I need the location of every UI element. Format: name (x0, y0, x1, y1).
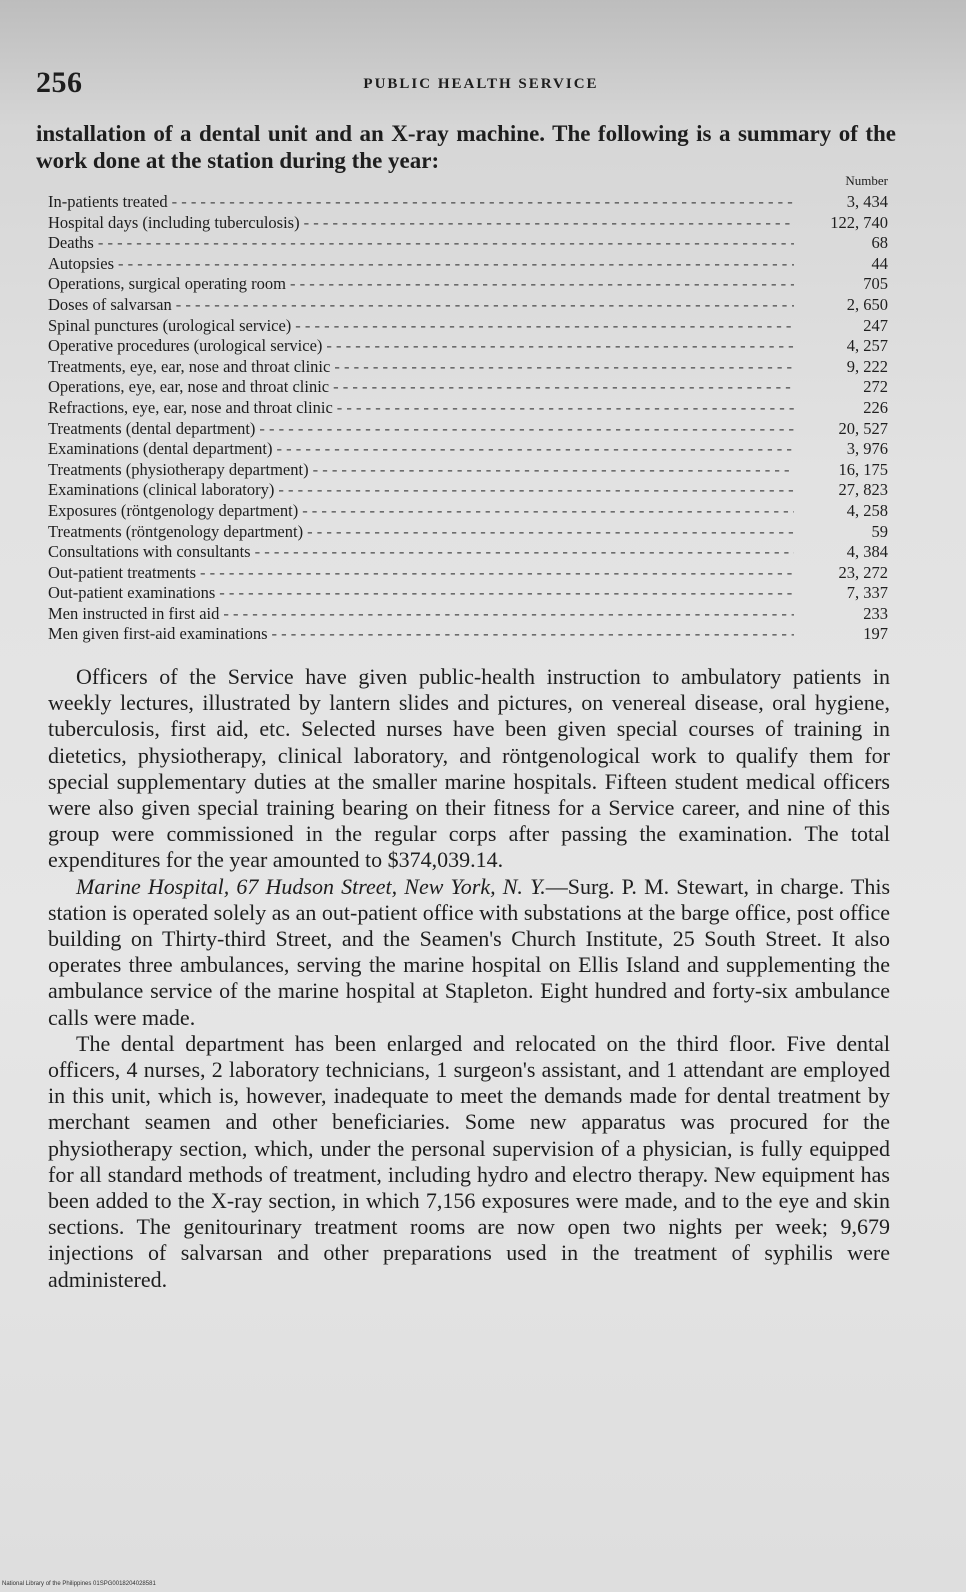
dot-leader (333, 377, 794, 398)
row-label: Deaths (48, 233, 94, 253)
table-row (48, 316, 894, 337)
dot-leader (277, 439, 794, 460)
dot-leader (313, 460, 794, 481)
row-label: Treatments (röntgenology department) (48, 521, 304, 541)
row-value: 226 (863, 397, 888, 417)
row-value: 2, 650 (846, 294, 888, 314)
dot-leader (290, 274, 794, 295)
dot-leader (255, 542, 794, 563)
row-value: 3, 976 (846, 439, 888, 459)
row-label: Out-patient treatments (48, 562, 196, 582)
table-row (48, 213, 894, 234)
dot-leader (334, 357, 794, 378)
table-row (48, 439, 894, 460)
table-row (48, 295, 894, 316)
row-label: Examinations (dental department) (48, 439, 273, 459)
page-header (36, 66, 926, 106)
row-label: Refractions, eye, ear, nose and throat clinic (48, 397, 333, 417)
table-row (48, 460, 894, 481)
work-summary-table (48, 170, 894, 645)
station-title: Marine Hospital, 67 Hudson Street, New York, N. Y. (76, 873, 546, 899)
dot-leader (259, 419, 794, 440)
table-row (48, 336, 894, 357)
row-value: 122, 740 (830, 212, 888, 232)
dot-leader (98, 233, 794, 254)
row-label: Men given first-aid examinations (48, 624, 268, 644)
table-row (48, 233, 894, 254)
row-label: Treatments (physiotherapy department) (48, 459, 309, 479)
table-row (48, 624, 894, 645)
table-row (48, 192, 894, 213)
table-row (48, 274, 894, 295)
library-footer: National Library of the Philippines 01SPG0018204028581 (2, 1581, 156, 1587)
table-row (48, 357, 894, 378)
row-value: 233 (863, 603, 888, 623)
row-label: Autopsies (48, 253, 114, 273)
row-value: 59 (871, 521, 888, 541)
dot-leader (219, 583, 794, 604)
row-value: 7, 337 (846, 583, 888, 603)
dot-leader (118, 254, 794, 275)
row-value: 44 (871, 253, 888, 273)
body-text (48, 664, 890, 1293)
row-value: 4, 257 (846, 336, 888, 356)
row-value: 23, 272 (838, 562, 888, 582)
row-label: Consultations with consultants (48, 542, 251, 562)
row-value: 272 (863, 377, 888, 397)
running-head: PUBLIC HEALTH SERVICE (363, 76, 599, 92)
table-row (48, 398, 894, 419)
row-label: Doses of salvarsan (48, 294, 172, 314)
dot-leader (176, 295, 794, 316)
row-label: Operations, surgical operating room (48, 274, 286, 294)
row-value: 3, 434 (846, 192, 888, 211)
row-label: Hospital days (including tuberculosis) (48, 212, 300, 232)
row-label: Spinal punctures (urological service) (48, 315, 292, 335)
dot-leader (272, 624, 795, 645)
row-label: Treatments, eye, ear, nose and throat clinic (48, 356, 331, 376)
table-row (48, 480, 894, 501)
row-value: 20, 527 (838, 418, 888, 438)
row-label: Men instructed in first aid (48, 603, 220, 623)
paragraph-instruction: Officers of the Service have given public-health instruction to ambulatory patients in weekly lectures, illustrated by lantern slides and pictures, on venereal disease, oral hygiene, tuberculosis, first aid, etc. Selected nurses have been given special courses of training in dietetics, physiotherapy, clinical laboratory, and röntgenological work to qualify them for special supplementary duties at the smaller marine hospitals. Fifteen student medical officers were also given special training bearing on their fitness for a Service career, and nine of this group were commissioned in the regular corps after passing the examination. The total expenditures for the year amounted to $374,039.14. (48, 664, 890, 873)
row-value: 68 (871, 233, 888, 253)
table-row (48, 542, 894, 563)
table-row (48, 563, 894, 584)
column-header-number: Number (845, 173, 888, 188)
page-number: 256 (36, 66, 83, 99)
dot-leader (302, 501, 794, 522)
row-value: 16, 175 (838, 459, 888, 479)
row-value: 27, 823 (838, 480, 888, 500)
paragraph-new-york-hospital (48, 874, 890, 1031)
row-value: 9, 222 (846, 356, 888, 376)
row-value: 247 (863, 315, 888, 335)
row-value: 705 (863, 274, 888, 294)
table-row (48, 377, 894, 398)
dot-leader (172, 192, 794, 213)
station-description: —Surg. P. M. Stewart, in charge. This station is operated solely as an out-patient office with substations at the barge office, post office building on Thirty-third Street, and the Seamen's Church Institute, 25 South Street. It also operates three ambulances, serving the marine hospital on Ellis Island and supplementing the ambulance service of the marine hospital at Stapleton. Eight hundred and forty-six ambulance calls were made. (48, 873, 891, 1030)
dot-leader (200, 563, 794, 584)
row-label: Out-patient examinations (48, 583, 216, 603)
dot-leader (337, 398, 794, 419)
row-value: 4, 384 (846, 542, 888, 562)
table-row (48, 604, 894, 625)
table-rows (48, 192, 894, 645)
table-row (48, 419, 894, 440)
row-label: Treatments (dental department) (48, 418, 256, 438)
paragraph-dental-department: The dental department has been enlarged and relocated on the third floor. Five dental officers, 4 nurses, 2 laboratory technicians, 1 surgeon's assistant, and 1 attendant are employed in this unit, which is, however, inadequate to meet the demands made for dental treatment by merchant seamen and other beneficiaries. Some new apparatus was procured for the physiotherapy section, which, under the personal supervision of a physician, is fully equipped for all standard methods of treatment, including hydro and electro therapy. New equipment has been added to the X-ray section, in which 7,156 exposures were made, and to the eye and skin sections. The genitourinary treatment rooms are now open two nights per week; 9,679 injections of salvarsan and other preparations used in the treatment of syphilis were administered. (48, 1030, 890, 1292)
dot-leader (223, 604, 794, 625)
row-label: Operative procedures (urological service) (48, 336, 323, 356)
table-row (48, 583, 894, 604)
table-row (48, 522, 894, 543)
table-row (48, 254, 894, 275)
dot-leader (326, 336, 794, 357)
row-value: 4, 258 (846, 500, 888, 520)
dot-leader (295, 316, 794, 337)
dot-leader (304, 213, 794, 234)
row-label: Exposures (röntgenology department) (48, 500, 299, 520)
row-label: Operations, eye, ear, nose and throat clinic (48, 377, 330, 397)
row-label: Examinations (clinical laboratory) (48, 480, 275, 500)
table-row (48, 501, 894, 522)
row-value: 197 (863, 624, 888, 644)
dot-leader (307, 522, 794, 543)
dot-leader (278, 480, 794, 501)
intro-paragraph: installation of a dental unit and an X-ray machine. The following is a summary of the work done at the station during the year: (36, 121, 896, 173)
row-label: In-patients treated (48, 192, 168, 211)
